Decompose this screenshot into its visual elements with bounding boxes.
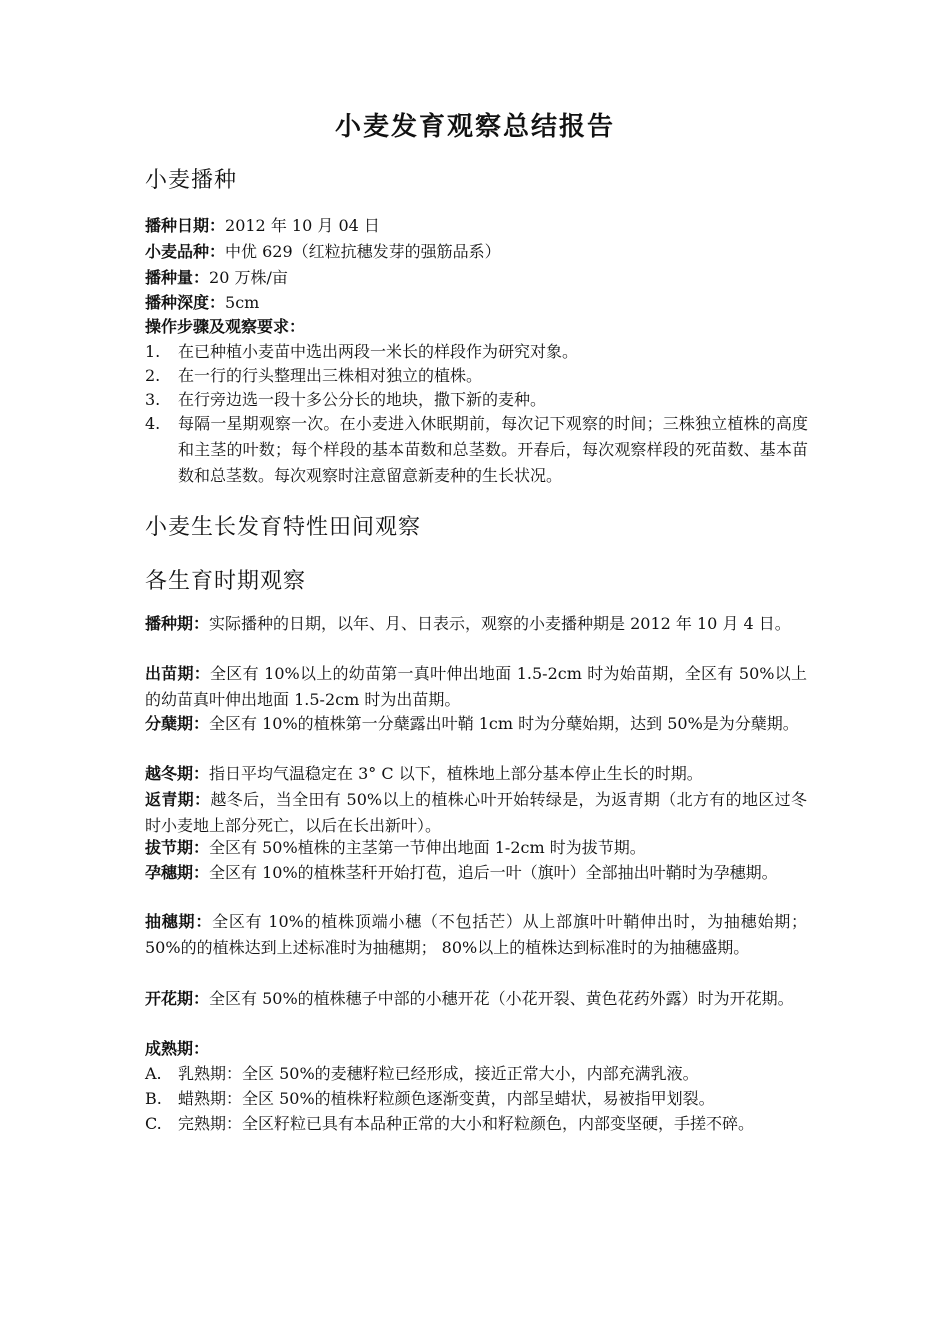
step-text: 每隔一星期观察一次。在小麦进入休眠期前，每次记下观察的时间；三株独立植株的高度和主茎的叶数；每个样段的基本苗数和总茎数。开春后，每次观察样段的死苗数、基本苗数和总茎数。每次观察时注意留意新麦种的生长状况。 bbox=[178, 414, 808, 485]
field-sowing-depth bbox=[145, 290, 807, 316]
step-number: 1. bbox=[145, 342, 161, 361]
maturity-text: 完熟期：全区籽粒已具有本品种正常的大小和籽粒颜色，内部变坚硬，手搓不碎。 bbox=[178, 1114, 755, 1133]
field-sowing-date bbox=[145, 213, 807, 239]
field-value: 2012 年 10 月 04 日 bbox=[225, 216, 380, 235]
maturity-label: 成熟期： bbox=[145, 1039, 210, 1058]
field-variety bbox=[145, 239, 807, 265]
step-text: 在行旁边选一段十多公分长的地块，撒下新的麦种。 bbox=[178, 390, 547, 409]
field-label: 小麦品种： bbox=[145, 242, 226, 261]
stage-emergence: 出苗期：全区有 10%以上的幼苗第一真叶伸出地面 1.5-2cm 时为始苗期，全区有 50%以上的幼苗真叶伸出地面 1.5-2cm 时为出苗期。 bbox=[145, 664, 807, 709]
section-heading-sowing: 小麦播种 bbox=[145, 168, 238, 193]
step-text: 在一行的行头整理出三株相对独立的植株。 bbox=[178, 366, 483, 385]
maturity-text: 蜡熟期：全区 50%的植株籽粒颜色逐渐变黄，内部呈蜡状，易被指甲划裂。 bbox=[178, 1089, 715, 1108]
stage-heading: 抽穗期：全区有 10%的植株顶端小穗（不包括芒）从上部旗叶叶鞘伸出时，为抽穗始期；50%的的植株达到上述标准时为抽穗期； 80%以上的植株达到标准时的为抽穗盛期。 bbox=[145, 912, 807, 957]
field-value: 5cm bbox=[225, 293, 260, 312]
stage-sowing: 播种期：实际播种的日期，以年、月、日表示，观察的小麦播种期是 2012 年 10 月 4 日。 bbox=[145, 614, 791, 633]
maturity-text: 乳熟期：全区 50%的麦穗籽粒已经形成，接近正常大小，内部充满乳液。 bbox=[178, 1064, 699, 1083]
stage-tillering: 分蘖期：全区有 10%的植株第一分蘖露出叶鞘 1cm 时为分蘖始期，达到 50%是为分蘖期。 bbox=[145, 714, 799, 733]
maturity-letter: A. bbox=[145, 1064, 162, 1083]
stage-overwintering: 越冬期：指日平均气温稳定在 3° C 以下，植株地上部分基本停止生长的时期。 bbox=[145, 764, 703, 783]
field-label: 播种深度： bbox=[145, 293, 226, 312]
step-number: 2. bbox=[145, 366, 161, 385]
stage-flowering: 开花期：全区有 50%的植株穗子中部的小穗开花（小花开裂、黄色花药外露）时为开花期。 bbox=[145, 989, 794, 1008]
maturity-letter: C. bbox=[145, 1114, 162, 1133]
stage-greening: 返青期：越冬后，当全田有 50%以上的植株心叶开始转绿是，为返青期（北方有的地区过冬时小麦地上部分死亡，以后在长出新叶）。 bbox=[145, 790, 807, 835]
stage-jointing: 拔节期：全区有 50%植株的主茎第一节伸出地面 1-2cm 时为拔节期。 bbox=[145, 838, 646, 857]
step-number: 3. bbox=[145, 390, 161, 409]
steps-label: 操作步骤及观察要求： bbox=[145, 317, 306, 336]
field-sowing-rate bbox=[145, 265, 807, 291]
field-value: 中优 629（红粒抗穗发芽的强筋品系） bbox=[225, 242, 501, 261]
section-heading-field-observation: 小麦生长发育特性田间观察 bbox=[145, 515, 422, 540]
field-label: 播种量： bbox=[145, 268, 210, 287]
field-value: 20 万株/亩 bbox=[209, 268, 288, 287]
document-title: 小麦发育观察总结报告 bbox=[334, 112, 615, 142]
stage-booting: 孕穗期：全区有 10%的植株茎秆开始打苞，追后一叶（旗叶）全部抽出叶鞘时为孕穗期。 bbox=[145, 863, 778, 882]
section-heading-growth-stages: 各生育时期观察 bbox=[145, 569, 307, 594]
step-number: 4. bbox=[145, 414, 161, 433]
field-label: 播种日期： bbox=[145, 216, 226, 235]
maturity-letter: B. bbox=[145, 1089, 162, 1108]
step-text: 在已种植小麦苗中选出两段一米长的样段作为研究对象。 bbox=[178, 342, 579, 361]
